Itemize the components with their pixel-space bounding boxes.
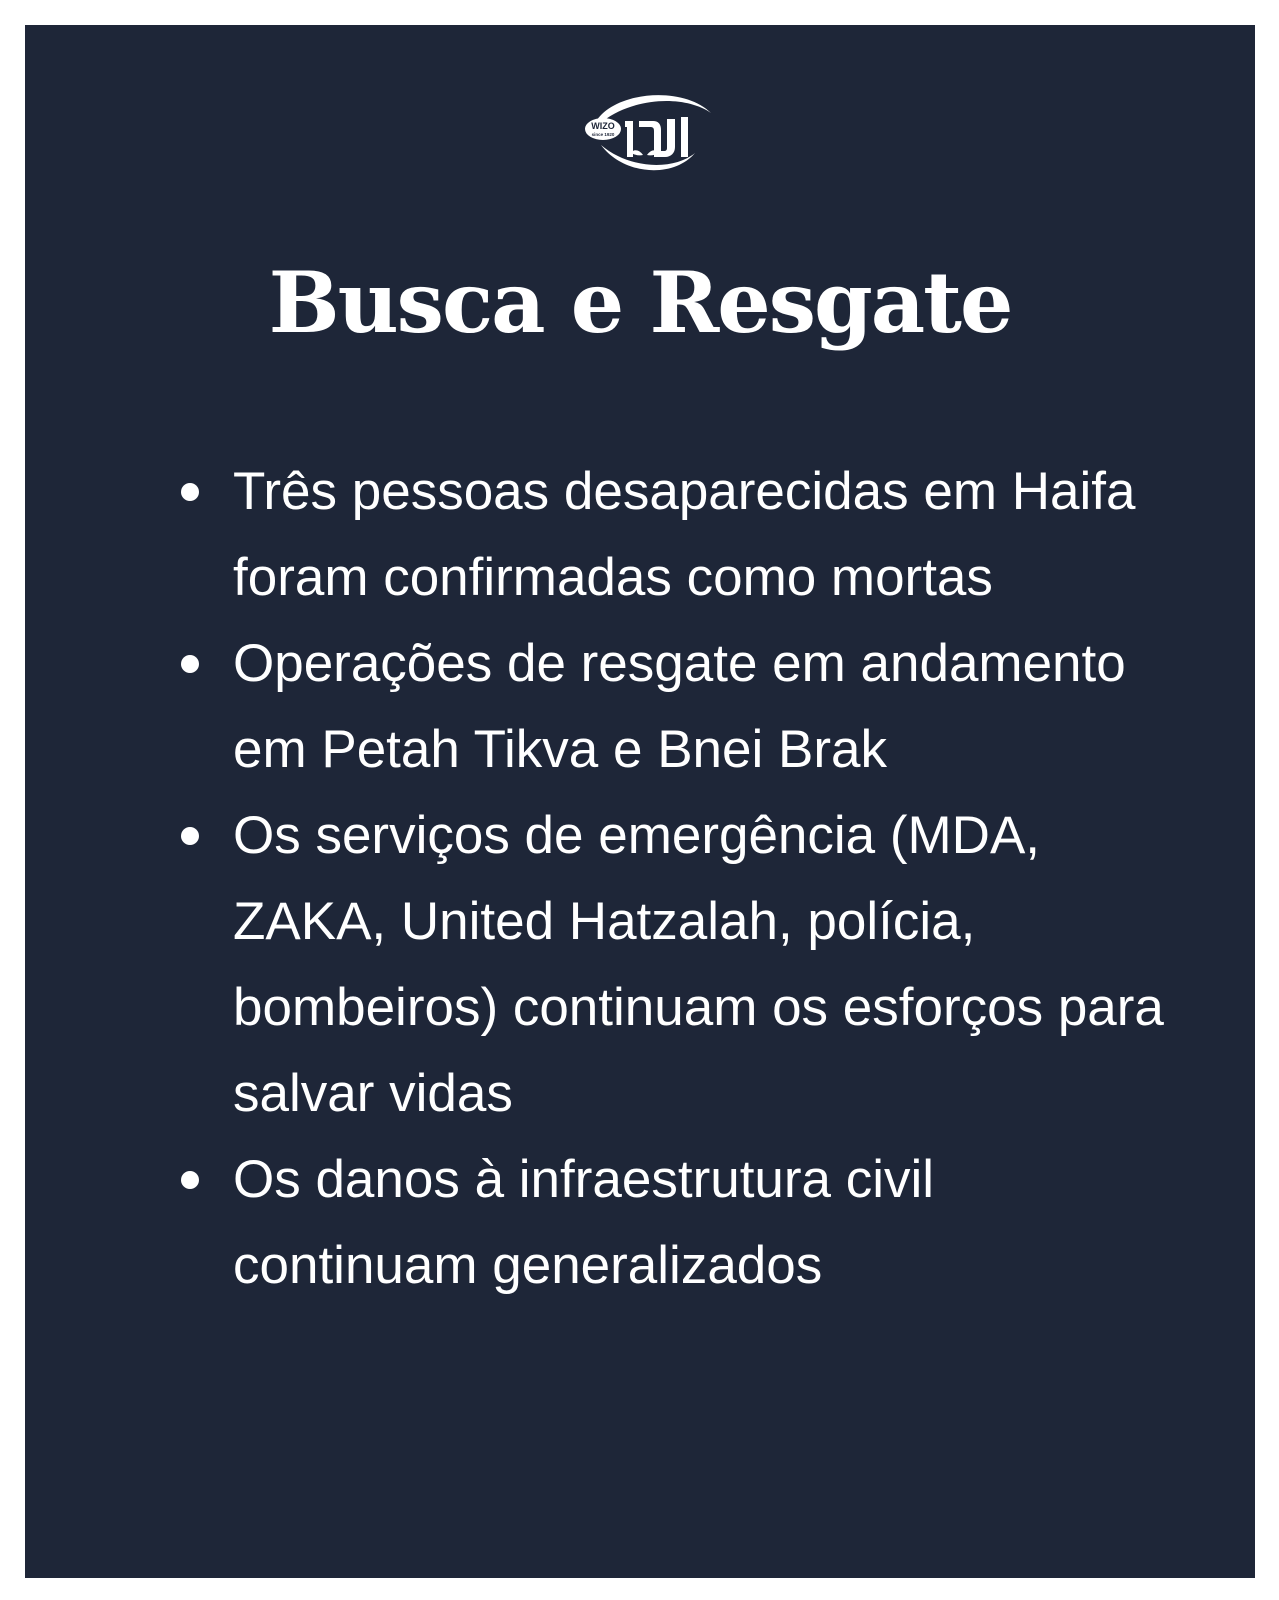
logo-brand-text: WIZO [591,121,615,131]
list-item-text: Os serviços de emergência (MDA, ZAKA, United Hatzalah, polícia, bombeiros) continuam os esforços para salvar vidas [233,806,1164,1123]
list-item [181,449,1181,621]
wizo-logo-icon [573,83,713,183]
slide-card [25,25,1255,1578]
page-title: Busca e Resgate [268,253,1012,352]
logo-tagline: since 1920 [591,132,615,137]
bullet-icon [181,827,199,845]
list-item-text: Os danos à infraestrutura civil continuam generalizados [233,1150,935,1295]
list-item-text: Operações de resgate em andamento em Petah Tikva e Bnei Brak [233,634,1126,779]
list-item [181,793,1181,1137]
bullet-icon [181,1171,199,1189]
list-item [181,621,1181,793]
bullet-icon [181,655,199,673]
bullet-list [181,449,1181,1309]
list-item [181,1137,1181,1309]
bullet-icon [181,483,199,501]
list-item-text: Três pessoas desaparecidas em Haifa foram confirmadas como mortas [233,462,1136,607]
